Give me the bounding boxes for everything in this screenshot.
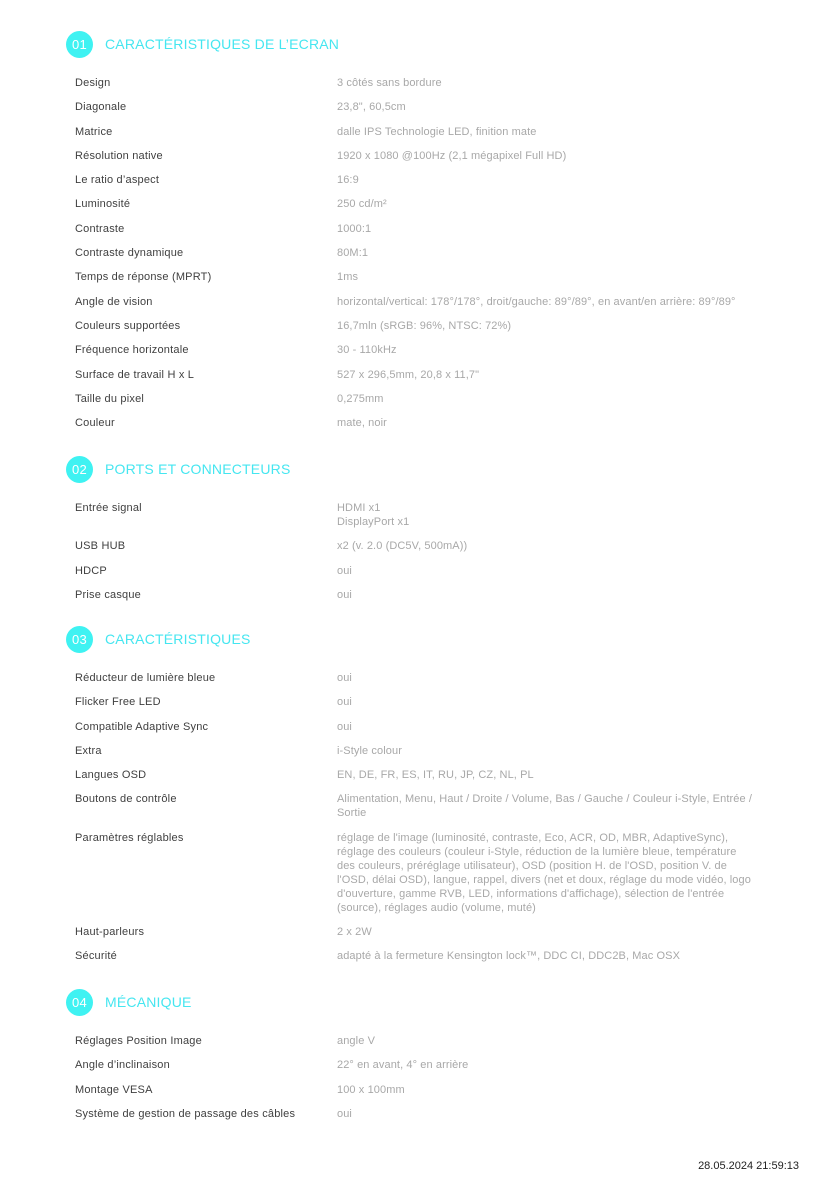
spec-label: Réglages Position Image [75, 1035, 202, 1047]
spec-row [75, 534, 766, 558]
spec-row [75, 1053, 766, 1077]
spec-label: Résolution native [75, 149, 163, 162]
spec-label: Couleur [75, 417, 115, 430]
spec-row [75, 338, 766, 362]
section-title: CARACTÉRISTIQUES DE L’ECRAN [105, 36, 340, 52]
spec-value: 80M:1 [337, 247, 369, 260]
spec-row [75, 95, 766, 119]
spec-label: Luminosité [75, 198, 131, 211]
spec-label: Boutons de contrôle [75, 793, 177, 806]
spec-value: 22° en avant, 4° en arrière [337, 1059, 469, 1072]
spec-row [75, 144, 766, 168]
spec-value: 1920 x 1080 @100Hz (2,1 mégapixel Full HD) [337, 149, 567, 162]
spec-label: HDCP [75, 564, 107, 577]
spec-row [75, 944, 766, 968]
section-header [66, 30, 766, 58]
spec-row [75, 1078, 766, 1102]
spec-row [75, 120, 766, 144]
spec-label: Temps de réponse (MPRT) [75, 271, 212, 284]
spec-value: adapté à la fermeture Kensington lock™, DDC CI, DDC2B, Mac OSX [337, 950, 681, 963]
spec-row [75, 787, 766, 825]
spec-row [75, 1102, 766, 1126]
spec-value: oui [337, 588, 352, 601]
spec-value: angle V [337, 1035, 376, 1047]
spec-row [75, 496, 766, 534]
spec-value: oui [337, 696, 352, 709]
section-number-badge: 04 [66, 989, 93, 1016]
spec-value: dalle IPS Technologie LED, finition mate [337, 125, 537, 138]
spec-label: Compatible Adaptive Sync [75, 720, 209, 733]
section-header [66, 988, 766, 1016]
spec-label: Angle de vision [75, 295, 153, 308]
spec-value: 100 x 100mm [337, 1083, 405, 1096]
spec-row [75, 411, 766, 435]
spec-row [75, 314, 766, 338]
section-mechanics [66, 988, 766, 1126]
section-screen [66, 30, 766, 435]
section-ports [66, 455, 766, 607]
spec-label: Taille du pixel [75, 392, 145, 405]
spec-value: mate, noir [337, 417, 387, 430]
spec-list [66, 666, 766, 969]
section-title: CARACTÉRISTIQUES [105, 631, 251, 647]
spec-value: x2 (v. 2.0 (DC5V, 500mA)) [337, 540, 468, 553]
spec-label: Surface de travail H x L [75, 368, 195, 381]
spec-label: Entrée signal [75, 502, 142, 514]
spec-label: Flicker Free LED [75, 696, 161, 709]
spec-row [75, 763, 766, 787]
spec-row [75, 583, 766, 607]
spec-label: Diagonale [75, 101, 127, 114]
spec-label: Langues OSD [75, 769, 147, 782]
spec-label: Sécurité [75, 950, 117, 963]
spec-row [75, 739, 766, 763]
spec-value: Alimentation, Menu, Haut / Droite / Volume, Bas / Gauche / Couleur i-Style, Entrée / Sortie [337, 793, 752, 820]
spec-label: Prise casque [75, 588, 141, 601]
spec-value: 3 côtés sans bordure [337, 77, 442, 89]
spec-row [75, 265, 766, 289]
spec-label: Extra [75, 744, 102, 757]
section-header [66, 455, 766, 483]
spec-value: 2 x 2W [337, 926, 372, 939]
section-number-badge: 03 [66, 626, 93, 653]
spec-value: oui [337, 672, 352, 684]
spec-value: 16:9 [337, 174, 359, 187]
spec-label: Système de gestion de passage des câbles [75, 1107, 296, 1120]
spec-value: 250 cd/m² [337, 198, 387, 211]
spec-value: i-Style colour [337, 744, 402, 757]
spec-row [75, 192, 766, 216]
spec-value: 30 - 110kHz [337, 344, 397, 357]
spec-value: oui [337, 720, 352, 733]
spec-row [75, 690, 766, 714]
spec-row [75, 715, 766, 739]
section-features [66, 625, 766, 969]
spec-value: oui [337, 564, 352, 577]
spec-value: oui [337, 1107, 352, 1120]
section-header [66, 625, 766, 653]
spec-value: 0,275mm [337, 392, 384, 405]
print-timestamp: 28.05.2024 21:59:13 [698, 1160, 799, 1172]
spec-label: Contraste dynamique [75, 247, 184, 260]
spec-label: USB HUB [75, 540, 126, 553]
spec-row [75, 559, 766, 583]
spec-label: Fréquence horizontale [75, 344, 189, 357]
spec-label: Design [75, 77, 111, 89]
spec-list [66, 496, 766, 607]
spec-row [75, 920, 766, 944]
spec-row [75, 290, 766, 314]
spec-label: Réducteur de lumière bleue [75, 672, 216, 684]
spec-row [75, 666, 766, 690]
spec-value: horizontal/vertical: 178°/178°, droit/gauche: 89°/89°, en avant/en arrière: 89°/89° [337, 295, 736, 308]
spec-value: réglage de l'image (luminosité, contraste, Eco, ACR, OD, MBR, AdaptiveSync), réglage des couleurs (couleur i-Style, réduction de la lumière bleue, température des couleurs, préréglage utilisateur), OSD (position H. de l'OSD, position V. de l'OSD, délai OSD), langue, rappel, divers (net et doux, réglage du mode vidéo, logo d'ouverture, gamme RVB, LED, informations d'affichage), sélection de l'entrée (source), réglages audio (volume, muté) [337, 831, 751, 914]
spec-row [75, 71, 766, 95]
spec-row [75, 168, 766, 192]
spec-value: 1000:1 [337, 222, 372, 235]
section-number-badge: 01 [66, 31, 93, 58]
spec-value: 527 x 296,5mm, 20,8 x 11,7" [337, 368, 480, 381]
spec-label: Matrice [75, 125, 113, 138]
spec-label: Montage VESA [75, 1083, 153, 1096]
spec-value: HDMI x1 DisplayPort x1 [337, 502, 410, 528]
spec-list [66, 71, 766, 435]
section-number-badge: 02 [66, 456, 93, 483]
spec-label: Contraste [75, 222, 125, 235]
spec-label: Haut-parleurs [75, 926, 145, 939]
spec-value: 23,8", 60,5cm [337, 101, 406, 114]
spec-label: Paramètres réglables [75, 831, 184, 844]
spec-value: 1ms [337, 271, 359, 284]
spec-row [75, 1029, 766, 1053]
spec-row [75, 387, 766, 411]
spec-label: Couleurs supportées [75, 319, 181, 332]
spec-row [75, 217, 766, 241]
section-title: MÉCANIQUE [105, 994, 192, 1010]
spec-row [75, 363, 766, 387]
spec-value: EN, DE, FR, ES, IT, RU, JP, CZ, NL, PL [337, 769, 534, 782]
spec-label: Le ratio d’aspect [75, 174, 160, 187]
spec-row [75, 826, 766, 920]
spec-row [75, 241, 766, 265]
spec-value: 16,7mln (sRGB: 96%, NTSC: 72%) [337, 319, 512, 332]
spec-label: Angle d’inclinaison [75, 1059, 170, 1072]
section-title: PORTS ET CONNECTEURS [105, 461, 291, 477]
spec-list [66, 1029, 766, 1126]
